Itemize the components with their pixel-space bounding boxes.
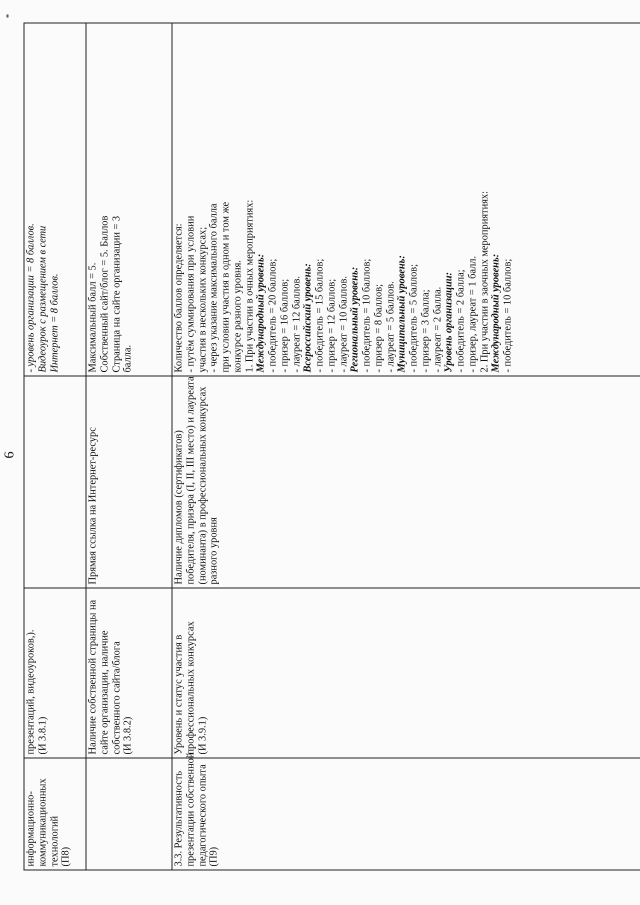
cell-line: педагогического опыта xyxy=(196,763,208,866)
cell-line: - победитель = 5 баллов; xyxy=(408,263,419,372)
cell-line: - лауреат = 10 баллов. xyxy=(337,275,349,372)
cell-line: Страница на сайте организации = 3 xyxy=(110,215,122,372)
level-heading: Международный уровень: xyxy=(490,253,502,372)
cell-line: (И 3.8.1) xyxy=(36,716,48,754)
cell-line: 2. При участии в заочных мероприятиях: xyxy=(478,190,490,372)
cell-line: конкурсе разного уровня. xyxy=(231,259,243,372)
cell-line: - призер = 16 баллов; xyxy=(278,278,290,372)
level-heading: Региональный уровень: xyxy=(349,266,361,372)
cell-line: - призер = 3 балла; xyxy=(419,289,431,372)
cell-line: презентации собственной xyxy=(184,752,196,866)
cell-line: - призер = 12 баллов; xyxy=(325,278,337,372)
cell-line: (П8) xyxy=(60,846,72,866)
cell-line: (И 3.9.1) xyxy=(196,716,208,754)
cell-line: - путём суммирования при условии xyxy=(184,215,196,372)
cell-line: балла. xyxy=(122,344,134,372)
cell-line: Интернет = 8 баллов. xyxy=(48,272,60,372)
cell-line: Уровень и статус участия в xyxy=(173,634,184,754)
cell-line: 1. При участии в очных мероприятиях: xyxy=(243,199,255,372)
cell-line: презентаций, видеоуроков,). xyxy=(25,629,36,754)
cell-criterion xyxy=(172,588,640,758)
cell-scoring xyxy=(172,23,640,376)
level-heading: Уровень организации: xyxy=(443,271,455,372)
cell-line: профессиональных конкурсах xyxy=(184,620,196,754)
cell-line: Наличие собственной страницы на xyxy=(87,599,98,754)
cell-line: Видеоурок с размещением в сети xyxy=(36,225,48,372)
cell-category xyxy=(24,758,86,870)
cell-criterion xyxy=(24,588,86,758)
cell-line: собственного сайта/блога xyxy=(110,640,122,754)
cell-line: разного уровня xyxy=(208,516,220,584)
cell-line: - призер, лауреат = 1 балл. xyxy=(466,255,478,372)
table-row-own-site xyxy=(86,23,172,870)
cell-line: - через указание максимального балла xyxy=(208,202,220,372)
table-row-contests xyxy=(172,23,640,870)
cell-line: технологий xyxy=(48,815,60,866)
cell-scoring xyxy=(86,23,172,376)
cell-line: участия в нескольких конкурсах; xyxy=(196,226,208,372)
level-heading: Всероссийский уровень: xyxy=(302,262,314,372)
cell-criterion xyxy=(86,588,172,758)
table-row-ict xyxy=(24,23,86,870)
cell-line: информационно- xyxy=(25,790,36,866)
cell-line: коммуникационных xyxy=(36,777,48,866)
cell-line: - победитель = 2 балла; xyxy=(455,268,466,372)
cell-line: (И 3.8.2) xyxy=(122,716,134,754)
cell-category xyxy=(172,752,640,870)
cell-category xyxy=(86,758,172,870)
cell-line: Максимальный балл = 5. xyxy=(87,262,98,372)
cell-line: Собственный сайт/блог = 5. Баллов xyxy=(98,215,110,372)
cell-line: 3.3. Результативность xyxy=(173,770,184,866)
cell-line: - победитель = 10 баллов; xyxy=(502,258,513,372)
cell-line: - призер = 8 баллов; xyxy=(372,283,384,372)
level-heading: Международный уровень: xyxy=(255,253,267,372)
cell-line: - лауреат = 12 баллов. xyxy=(290,275,302,372)
scan-mark xyxy=(6,14,8,17)
cell-confirmation xyxy=(172,376,640,588)
cell-line: победителя, призера (I, II, III место) и лауреата xyxy=(184,375,196,584)
cell-line: - лауреат = 2 балла. xyxy=(431,286,443,372)
cell-line: Прямая ссылка на Интернет-ресурс xyxy=(87,426,98,584)
cell-line: сайте организации, наличие xyxy=(98,629,110,754)
cell-scoring xyxy=(24,23,86,376)
cell-line: (П9) xyxy=(208,846,220,866)
cell-line: - уровень организации = 8 баллов. xyxy=(25,222,36,372)
cell-line: (номинанта) в профессиональных конкурсах xyxy=(196,386,208,584)
cell-line: - победитель = 10 баллов; xyxy=(361,258,372,372)
cell-confirmation xyxy=(24,376,86,588)
cell-line: Наличие дипломов (сертификатов) xyxy=(173,429,184,584)
cell-line: - победитель = 20 баллов; xyxy=(267,258,278,372)
cell-line: при условии участия в одном и том же xyxy=(220,201,231,372)
criteria-table xyxy=(23,22,640,870)
cell-confirmation xyxy=(86,376,172,588)
page-number: 6 xyxy=(2,451,17,458)
cell-line: - лауреат = 5 баллов. xyxy=(384,280,396,372)
level-heading: Муниципальный уровень: xyxy=(396,254,408,372)
cell-line: - победитель = 15 баллов; xyxy=(314,258,325,372)
cell-line: Количество баллов определяется: xyxy=(173,223,184,372)
